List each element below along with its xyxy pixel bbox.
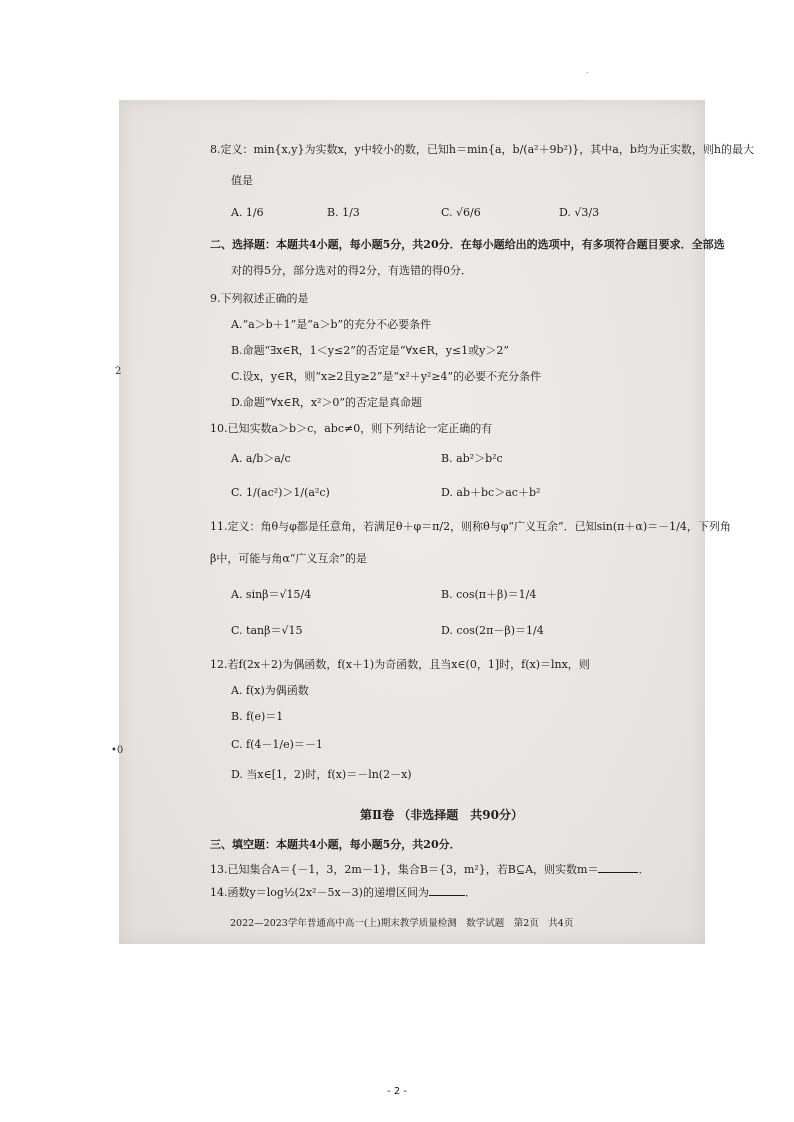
- q8-stem-line1: 8.定义：min{x,y}为实数x，y中较小的数，已知h＝min{a，b/(a²＋9b²)}，其中a，b均为正实数，则h的最大: [210, 143, 754, 156]
- q13-answer-blank[interactable]: [598, 862, 638, 873]
- page-footer: 2022—2023学年普通高中高一(上)期末教学质量检测 数学试题 第2页 共4页: [230, 918, 574, 929]
- part2-title: 第Ⅱ卷 （非选择题 共90分）: [360, 808, 523, 822]
- q12-option-c: C. f(4－1/e)＝－1: [231, 738, 323, 751]
- top-dot: .: [586, 66, 589, 75]
- q8-option-a: A. 1/6: [231, 206, 264, 219]
- q9-option-a: A.“a＞b＋1”是“a＞b”的充分不必要条件: [231, 318, 432, 331]
- q10-option-b: B. ab²＞b²c: [441, 452, 503, 465]
- q11-stem-line2: β中，可能与角α“广义互余”的是: [210, 552, 368, 565]
- q13-end: ．: [638, 863, 650, 876]
- q11-option-c: C. tanβ＝√15: [231, 624, 303, 637]
- q9-option-c: C.设x，y∈R，则“x≥2且y≥2”是“x²＋y²≥4”的必要不充分条件: [231, 370, 542, 383]
- q10-stem: 10.已知实数a＞b＞c，abc≠0，则下列结论一定正确的有: [210, 422, 493, 435]
- q10-option-c: C. 1/(ac²)＞1/(a²c): [231, 486, 330, 499]
- section2-line1: 二、选择题：本题共4小题，每小题5分，共20分．在每小题给出的选项中，有多项符合题目要求．全部选: [210, 238, 725, 251]
- q12-stem: 12.若f(2x＋2)为偶函数，f(x＋1)为奇函数，且当x∈(0，1]时，f(x)＝lnx，则: [210, 658, 590, 671]
- q14-line: [210, 885, 476, 900]
- q8-stem-line2: 值是: [231, 174, 253, 187]
- margin-mark-lower: •0: [111, 745, 124, 756]
- q11-option-b: B. cos(π＋β)＝1/4: [441, 588, 537, 601]
- q11-option-a: A. sinβ＝√15/4: [231, 588, 312, 601]
- q12-option-d: D. 当x∈[1，2)时，f(x)＝－ln(2－x): [231, 768, 412, 781]
- q8-option-b: B. 1/3: [327, 206, 360, 219]
- q14-answer-blank[interactable]: [429, 885, 465, 896]
- q14-end: ．: [464, 886, 476, 899]
- section2-line2: 对的得5分，部分选对的得2分，有选错的得0分．: [231, 264, 472, 277]
- q11-stem-line1: 11.定义：角θ与φ都是任意角，若满足θ＋φ＝π/2，则称θ与φ“广义互余”．已知sin(π＋α)＝－1/4，下列角: [210, 520, 731, 533]
- q14-text: 14.函数y＝log½(2x²－5x－3)的递增区间为: [210, 886, 429, 899]
- q11-option-d: D. cos(2π－β)＝1/4: [441, 624, 544, 637]
- q8-option-c: C. √6/6: [441, 206, 481, 219]
- q12-option-a: A. f(x)为偶函数: [231, 684, 309, 697]
- q10-option-d: D. ab＋bc＞ac＋b²: [441, 486, 541, 499]
- q12-option-b: B. f(e)＝1: [231, 710, 284, 723]
- q13-line: [210, 862, 649, 877]
- page-number: - 2 -: [387, 1086, 407, 1097]
- q10-option-a: A. a/b＞a/c: [231, 452, 291, 465]
- section3-heading: 三、填空题：本题共4小题，每小题5分，共20分．: [210, 838, 461, 851]
- q9-option-b: B.命题“∃x∈R，1＜y≤2”的否定是“∀x∈R，y≤1或y＞2”: [231, 344, 510, 357]
- margin-mark-upper: 2: [115, 366, 122, 377]
- q8-option-d: D. √3/3: [559, 206, 600, 219]
- q13-text: 13.已知集合A＝{－1，3，2m－1}，集合B＝{3，m²}，若B⊆A，则实数m＝: [210, 863, 599, 876]
- q9-option-d: D.命题“∀x∈R，x²＞0”的否定是真命题: [231, 396, 423, 409]
- q9-stem: 9.下列叙述正确的是: [210, 292, 309, 305]
